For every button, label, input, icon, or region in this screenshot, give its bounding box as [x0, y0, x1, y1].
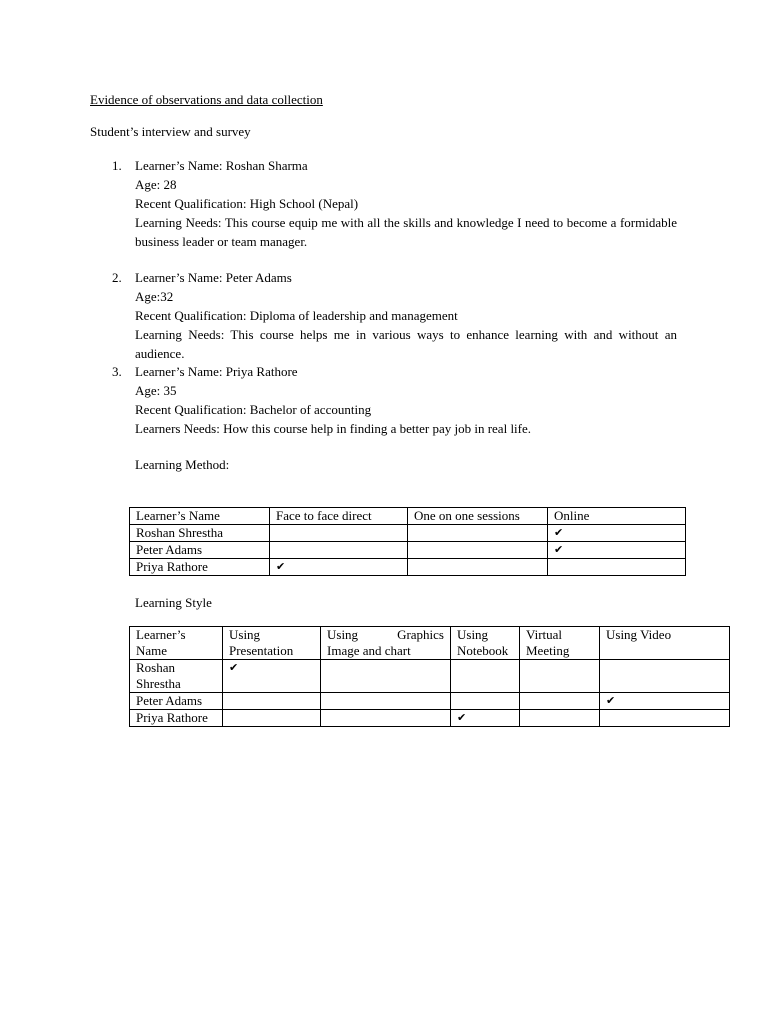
learning-style-label: Learning Style — [135, 595, 212, 610]
check-cell — [321, 710, 451, 727]
table-row — [130, 693, 730, 710]
table-row — [130, 710, 730, 727]
list-number: 3. — [112, 364, 122, 379]
header-cell — [321, 627, 451, 660]
document-title: Evidence of observations and data collection — [90, 92, 323, 107]
header-cell: Virtual Meeting — [520, 627, 600, 660]
learner-name-cell: Roshan Shrestha — [130, 660, 223, 693]
table-row — [130, 525, 686, 542]
check-cell — [520, 693, 600, 710]
learning-method-label: Learning Method: — [135, 457, 230, 472]
check-cell — [600, 660, 730, 693]
learning-method-table — [129, 507, 686, 576]
learner-name: Learner’s Name: Roshan Sharma — [135, 158, 308, 173]
learner-needs: Learning Needs: This course helps me in various ways to enhance learning with and without an audience. — [135, 327, 677, 361]
check-cell — [408, 542, 548, 559]
learner-qualification: Recent Qualification: Bachelor of accounting — [135, 402, 372, 417]
check-cell: ✔ — [548, 525, 686, 542]
learner-qualification: Recent Qualification: High School (Nepal) — [135, 196, 359, 211]
learner-needs: Learning Needs: This course equip me with all the skills and knowledge I need to become a formidable business leader or team manager. — [135, 215, 677, 249]
header-cell: Learner’s Name — [130, 508, 270, 525]
list-number: 2. — [112, 270, 122, 285]
check-cell — [223, 693, 321, 710]
check-cell — [321, 660, 451, 693]
check-cell — [520, 660, 600, 693]
check-cell — [451, 693, 520, 710]
check-cell — [451, 660, 520, 693]
check-cell: ✔ — [600, 693, 730, 710]
learner-age: Age: 35 — [135, 383, 177, 398]
table-row — [130, 660, 730, 693]
header-text: Image and chart — [327, 643, 411, 658]
check-cell: ✔ — [223, 660, 321, 693]
learner-name-cell: Priya Rathore — [130, 710, 223, 727]
learner-qualification: Recent Qualification: Diploma of leadership and management — [135, 308, 458, 323]
header-graphics-line1 — [327, 627, 444, 643]
check-cell: ✔ — [548, 542, 686, 559]
check-cell — [520, 710, 600, 727]
learner-age: Age: 28 — [135, 177, 177, 192]
header-cell: Face to face direct — [270, 508, 408, 525]
header-cell: Using Video — [600, 627, 730, 660]
table-row — [130, 559, 686, 576]
list-number: 1. — [112, 158, 122, 173]
header-text: Graphics — [397, 627, 444, 642]
check-cell — [223, 710, 321, 727]
check-cell — [548, 559, 686, 576]
learner-name-cell: Peter Adams — [130, 542, 270, 559]
learner-needs: Learners Needs: How this course help in finding a better pay job in real life. — [135, 421, 532, 436]
header-cell: One on one sessions — [408, 508, 548, 525]
check-cell — [270, 542, 408, 559]
learner-name-cell: Roshan Shrestha — [130, 525, 270, 542]
learner-name-cell: Peter Adams — [130, 693, 223, 710]
table-row — [130, 542, 686, 559]
header-cell: Online — [548, 508, 686, 525]
check-cell — [600, 710, 730, 727]
check-cell — [270, 525, 408, 542]
learner-name-cell: Priya Rathore — [130, 559, 270, 576]
check-cell: ✔ — [270, 559, 408, 576]
learner-age: Age:32 — [135, 289, 174, 304]
check-cell — [321, 693, 451, 710]
table-header-row — [130, 627, 730, 660]
learning-style-table — [129, 626, 730, 727]
header-text: Using — [327, 627, 359, 642]
check-cell — [408, 559, 548, 576]
check-cell — [408, 525, 548, 542]
header-cell: Using Presentation — [223, 627, 321, 660]
document-subtitle: Student’s interview and survey — [90, 124, 251, 139]
learner-name: Learner’s Name: Priya Rathore — [135, 364, 298, 379]
table-header-row — [130, 508, 686, 525]
header-cell: Using Notebook — [451, 627, 520, 660]
learner-name: Learner’s Name: Peter Adams — [135, 270, 292, 285]
header-cell: Learner’s Name — [130, 627, 223, 660]
check-cell: ✔ — [451, 710, 520, 727]
